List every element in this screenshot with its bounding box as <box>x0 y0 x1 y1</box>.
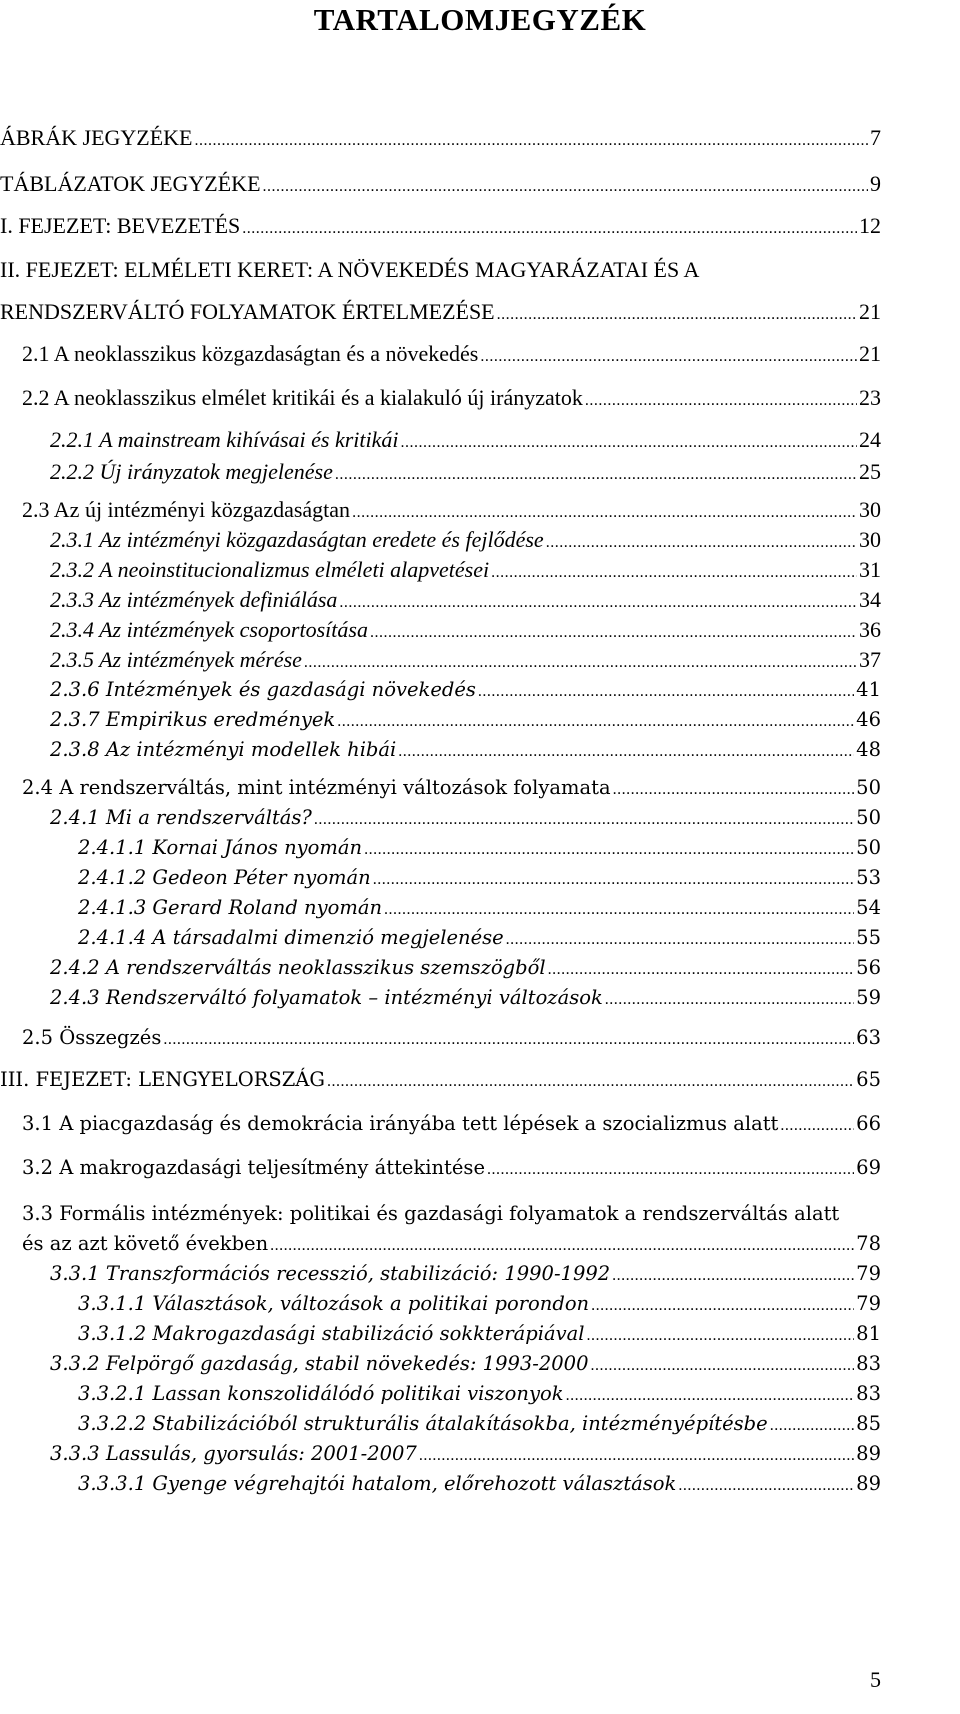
dot-leader <box>591 1352 855 1380</box>
toc-entry-title: 2.4.1.3 Gerard Roland nyomán <box>78 896 383 919</box>
toc-entry-title: és az azt követő években <box>22 1232 269 1255</box>
dot-leader <box>491 559 857 587</box>
toc-entry-page: 85 <box>856 1412 881 1435</box>
dot-leader <box>263 173 868 201</box>
toc-entry-title: 3.3.1 Transzformációs recesszió, stabilizáció: 1990-1992 <box>50 1262 611 1285</box>
toc-entry-page: 66 <box>856 1112 881 1135</box>
toc-entry[interactable] <box>50 556 881 587</box>
toc-entry-page: 21 <box>859 341 881 366</box>
toc-entry[interactable] <box>50 954 881 984</box>
toc-entry[interactable] <box>22 774 881 804</box>
toc-entry-title: 3.2 A makrogazdasági teljesítmény áttekintése <box>22 1156 485 1179</box>
toc-entry-title: 3.3.3.1 Gyenge végrehajtói hatalom, előrehozott választások <box>78 1472 677 1495</box>
toc-entry-title: 2.2.1 A mainstream kihívásai és kritikái <box>50 427 399 452</box>
toc-entry-page: 21 <box>859 299 881 324</box>
dot-leader <box>548 956 855 984</box>
toc-entry[interactable] <box>50 458 881 489</box>
toc-entry[interactable] <box>0 170 881 201</box>
toc-entry-title: 2.2.2 Új irányzatok megjelenése <box>50 459 333 484</box>
toc-entry[interactable] <box>0 212 881 243</box>
dot-leader <box>419 1442 854 1470</box>
toc-entry-title: 3.3.3 Lassulás, gyorsulás: 2001-2007 <box>50 1442 417 1465</box>
toc-entry-title: 2.2 A neoklasszikus elmélet kritikái és a kialakuló új irányzatok <box>22 385 583 410</box>
toc-entry[interactable] <box>50 1440 881 1470</box>
toc-entry-title: 2.3.7 Empirikus eredmények <box>50 708 336 731</box>
toc-entry-page: 23 <box>859 385 881 410</box>
toc-entry-page: 50 <box>856 806 881 829</box>
toc-entry-title: 2.3.5 Az intézmények mérése <box>50 647 302 672</box>
toc-entry-title: 3.1 A piacgazdaság és demokrácia irányába tett lépések a szocializmus alatt <box>22 1112 779 1135</box>
dot-leader <box>506 926 855 954</box>
toc-entry-page: 65 <box>856 1068 881 1091</box>
toc-entry-page: 55 <box>856 926 881 949</box>
toc-entry[interactable] <box>78 834 881 864</box>
toc-entry-page: 56 <box>856 956 881 979</box>
toc-entry-title: 2.4.2 A rendszerváltás neoklasszikus szemszögből <box>50 956 546 979</box>
toc-entry-page: 46 <box>856 708 881 731</box>
toc-entry[interactable] <box>50 1260 881 1290</box>
toc-entry-page: 37 <box>859 647 881 672</box>
toc-entry-title: 2.4.1.1 Kornai János nyomán <box>78 836 363 859</box>
dot-leader <box>478 678 854 706</box>
toc-entry-title: 2.4 A rendszerváltás, mint intézményi változások folyamata <box>22 776 611 799</box>
toc-entry[interactable] <box>22 1024 881 1054</box>
toc-entry[interactable] <box>50 676 881 706</box>
toc-entry-title: 2.3.8 Az intézményi modellek hibái <box>50 738 397 761</box>
dot-leader <box>370 619 857 647</box>
toc-entry-title[interactable]: II. FEJEZET: ELMÉLETI KERET: A NÖVEKEDÉS MAGYARÁZATAI ÉS A <box>0 257 700 282</box>
toc-entry-title: I. FEJEZET: BEVEZETÉS <box>0 213 241 238</box>
toc-entry-title: 2.3.3 Az intézmények definiálása <box>50 587 338 612</box>
toc-entry[interactable] <box>0 124 881 155</box>
dot-leader <box>163 1026 854 1054</box>
toc-entry-page: 31 <box>859 557 881 582</box>
dot-leader <box>613 776 855 804</box>
dot-leader <box>605 986 854 1014</box>
toc-entry-title: 2.4.3 Rendszerváltó folyamatok – intézményi változások <box>50 986 603 1009</box>
toc-entry-page: 36 <box>859 617 881 642</box>
dot-leader <box>591 1292 854 1320</box>
dot-leader <box>373 866 854 894</box>
toc-entry[interactable] <box>50 736 881 766</box>
dot-leader <box>585 387 857 415</box>
dot-leader <box>384 896 854 924</box>
toc-entry-page: 30 <box>859 497 881 522</box>
dot-leader <box>487 1156 854 1184</box>
toc-entry-page: 9 <box>870 171 881 196</box>
toc-entry-page: 54 <box>856 896 881 919</box>
toc-entry[interactable] <box>50 586 881 617</box>
dot-leader <box>546 529 857 557</box>
toc-entry-title: 2.3.6 Intézmények és gazdasági növekedés <box>50 678 476 701</box>
toc-entry-title: 3.3.1.1 Választások, változások a politikai porondon <box>78 1292 590 1315</box>
page-title: TARTALOMJEGYZÉK <box>313 2 647 37</box>
toc-entry-page: 7 <box>870 125 881 150</box>
dot-leader <box>497 301 857 329</box>
toc-entry[interactable] <box>50 646 881 677</box>
toc-entry[interactable] <box>78 1380 881 1410</box>
toc-entry-title: 3.3.1.2 Makrogazdasági stabilizáció sokkterápiával <box>78 1322 585 1345</box>
toc-entry-title: 2.3.4 Az intézmények csoportosítása <box>50 617 368 642</box>
dot-leader <box>678 1472 854 1500</box>
toc-entry-page: 24 <box>859 427 881 452</box>
toc-entry-page: 83 <box>856 1352 881 1375</box>
toc-entry[interactable] <box>78 894 881 924</box>
toc-entry[interactable] <box>50 804 881 834</box>
toc-entry[interactable] <box>50 426 881 457</box>
dot-leader <box>780 1112 854 1140</box>
toc-entry-title[interactable]: 3.3 Formális intézmények: politikai és gazdasági folyamatok a rendszerváltás alatt <box>22 1202 840 1225</box>
toc-entry[interactable] <box>0 1066 881 1096</box>
toc-entry[interactable] <box>22 1110 881 1140</box>
toc-entry[interactable] <box>78 1470 881 1500</box>
toc-entry-page: 30 <box>859 527 881 552</box>
toc-entry-title: 2.5 Összegzés <box>22 1026 162 1049</box>
toc-entry-page: 79 <box>856 1262 881 1285</box>
dot-leader <box>401 429 857 457</box>
toc-entry-page: 69 <box>856 1156 881 1179</box>
dot-leader <box>612 1262 854 1290</box>
dot-leader <box>337 708 854 736</box>
toc-entry-title: III. FEJEZET: LENGYELORSZÁG <box>0 1068 325 1091</box>
toc-entry-title: ÁBRÁK JEGYZÉKE <box>0 125 193 150</box>
toc-entry[interactable] <box>50 984 881 1014</box>
dot-leader <box>327 1068 854 1096</box>
toc-entry-page: 79 <box>856 1292 881 1315</box>
toc-entry-title: 2.3 Az új intézményi közgazdaságtan <box>22 497 351 522</box>
dot-leader <box>480 343 857 371</box>
toc-entry-title: 2.4.1 Mi a rendszerváltás? <box>50 806 312 829</box>
dot-leader <box>352 499 857 527</box>
toc-entry[interactable] <box>78 1290 881 1320</box>
toc-entry[interactable] <box>50 1350 881 1380</box>
toc-entry[interactable] <box>22 340 881 371</box>
dot-leader <box>770 1412 854 1440</box>
toc-entry-title: 2.4.1.2 Gedeon Péter nyomán <box>78 866 371 889</box>
toc-entry-title: 3.3.2.2 Stabilizációból strukturális átalakításokba, intézményépítésbe <box>78 1412 768 1435</box>
toc-entry-title: 2.4.1.4 A társadalmi dimenzió megjelenése <box>78 926 504 949</box>
toc-entry-page: 81 <box>856 1322 881 1345</box>
toc-entry[interactable] <box>22 496 881 527</box>
dot-leader <box>314 806 854 834</box>
dot-leader <box>364 836 854 864</box>
dot-leader <box>339 589 857 617</box>
toc-entry[interactable] <box>78 924 881 954</box>
toc-entry[interactable] <box>78 864 881 894</box>
toc-entry[interactable] <box>78 1320 881 1350</box>
dot-leader <box>398 738 854 766</box>
toc-entry-page: 59 <box>856 986 881 1009</box>
toc-entry[interactable] <box>50 616 881 647</box>
toc-entry-title: TÁBLÁZATOK JEGYZÉKE <box>0 171 261 196</box>
dot-leader <box>242 215 857 243</box>
dot-leader <box>270 1232 854 1260</box>
toc-entry[interactable] <box>22 384 881 415</box>
toc-entry-page: 89 <box>856 1442 881 1465</box>
toc-entry-page: 12 <box>859 213 881 238</box>
dot-leader <box>304 649 857 677</box>
toc-entry[interactable] <box>22 1230 881 1260</box>
toc-entry[interactable] <box>78 1410 881 1440</box>
toc-entry-page: 89 <box>856 1472 881 1495</box>
toc-entry-page: 83 <box>856 1382 881 1405</box>
page-number: 5 <box>870 1667 881 1692</box>
toc-entry-title: 2.3.1 Az intézményi közgazdaságtan eredete és fejlődése <box>50 527 544 552</box>
toc-entry-page: 50 <box>856 836 881 859</box>
toc-entry-title: 2.1 A neoklasszikus közgazdaságtan és a növekedés <box>22 341 479 366</box>
toc-entry[interactable] <box>50 526 881 557</box>
toc-entry-title: 3.3.2 Felpörgő gazdaság, stabil növekedés: 1993-2000 <box>50 1352 589 1375</box>
toc-entry-page: 53 <box>856 866 881 889</box>
toc-entry-title: 2.3.2 A neoinstitucionalizmus elméleti alapvetései <box>50 557 490 582</box>
dot-leader <box>587 1322 855 1350</box>
toc-entry-page: 63 <box>856 1026 881 1049</box>
dot-leader <box>566 1382 855 1410</box>
toc-entry-page: 41 <box>856 678 881 701</box>
toc-entry[interactable] <box>0 298 881 329</box>
dot-leader <box>335 461 857 489</box>
toc-entry[interactable] <box>22 1154 881 1184</box>
toc-entry[interactable] <box>50 706 881 736</box>
toc-entry-page: 48 <box>856 738 881 761</box>
toc-entry-page: 25 <box>859 459 881 484</box>
toc-entry-title: 3.3.2.1 Lassan konszolidálódó politikai viszonyok <box>78 1382 564 1405</box>
toc-entry-title: RENDSZERVÁLTÓ FOLYAMATOK ÉRTELMEZÉSE <box>0 299 495 324</box>
toc-entry-page: 50 <box>856 776 881 799</box>
toc-entry-page: 34 <box>859 587 881 612</box>
toc-entry-page: 78 <box>856 1232 881 1255</box>
dot-leader <box>195 127 869 155</box>
